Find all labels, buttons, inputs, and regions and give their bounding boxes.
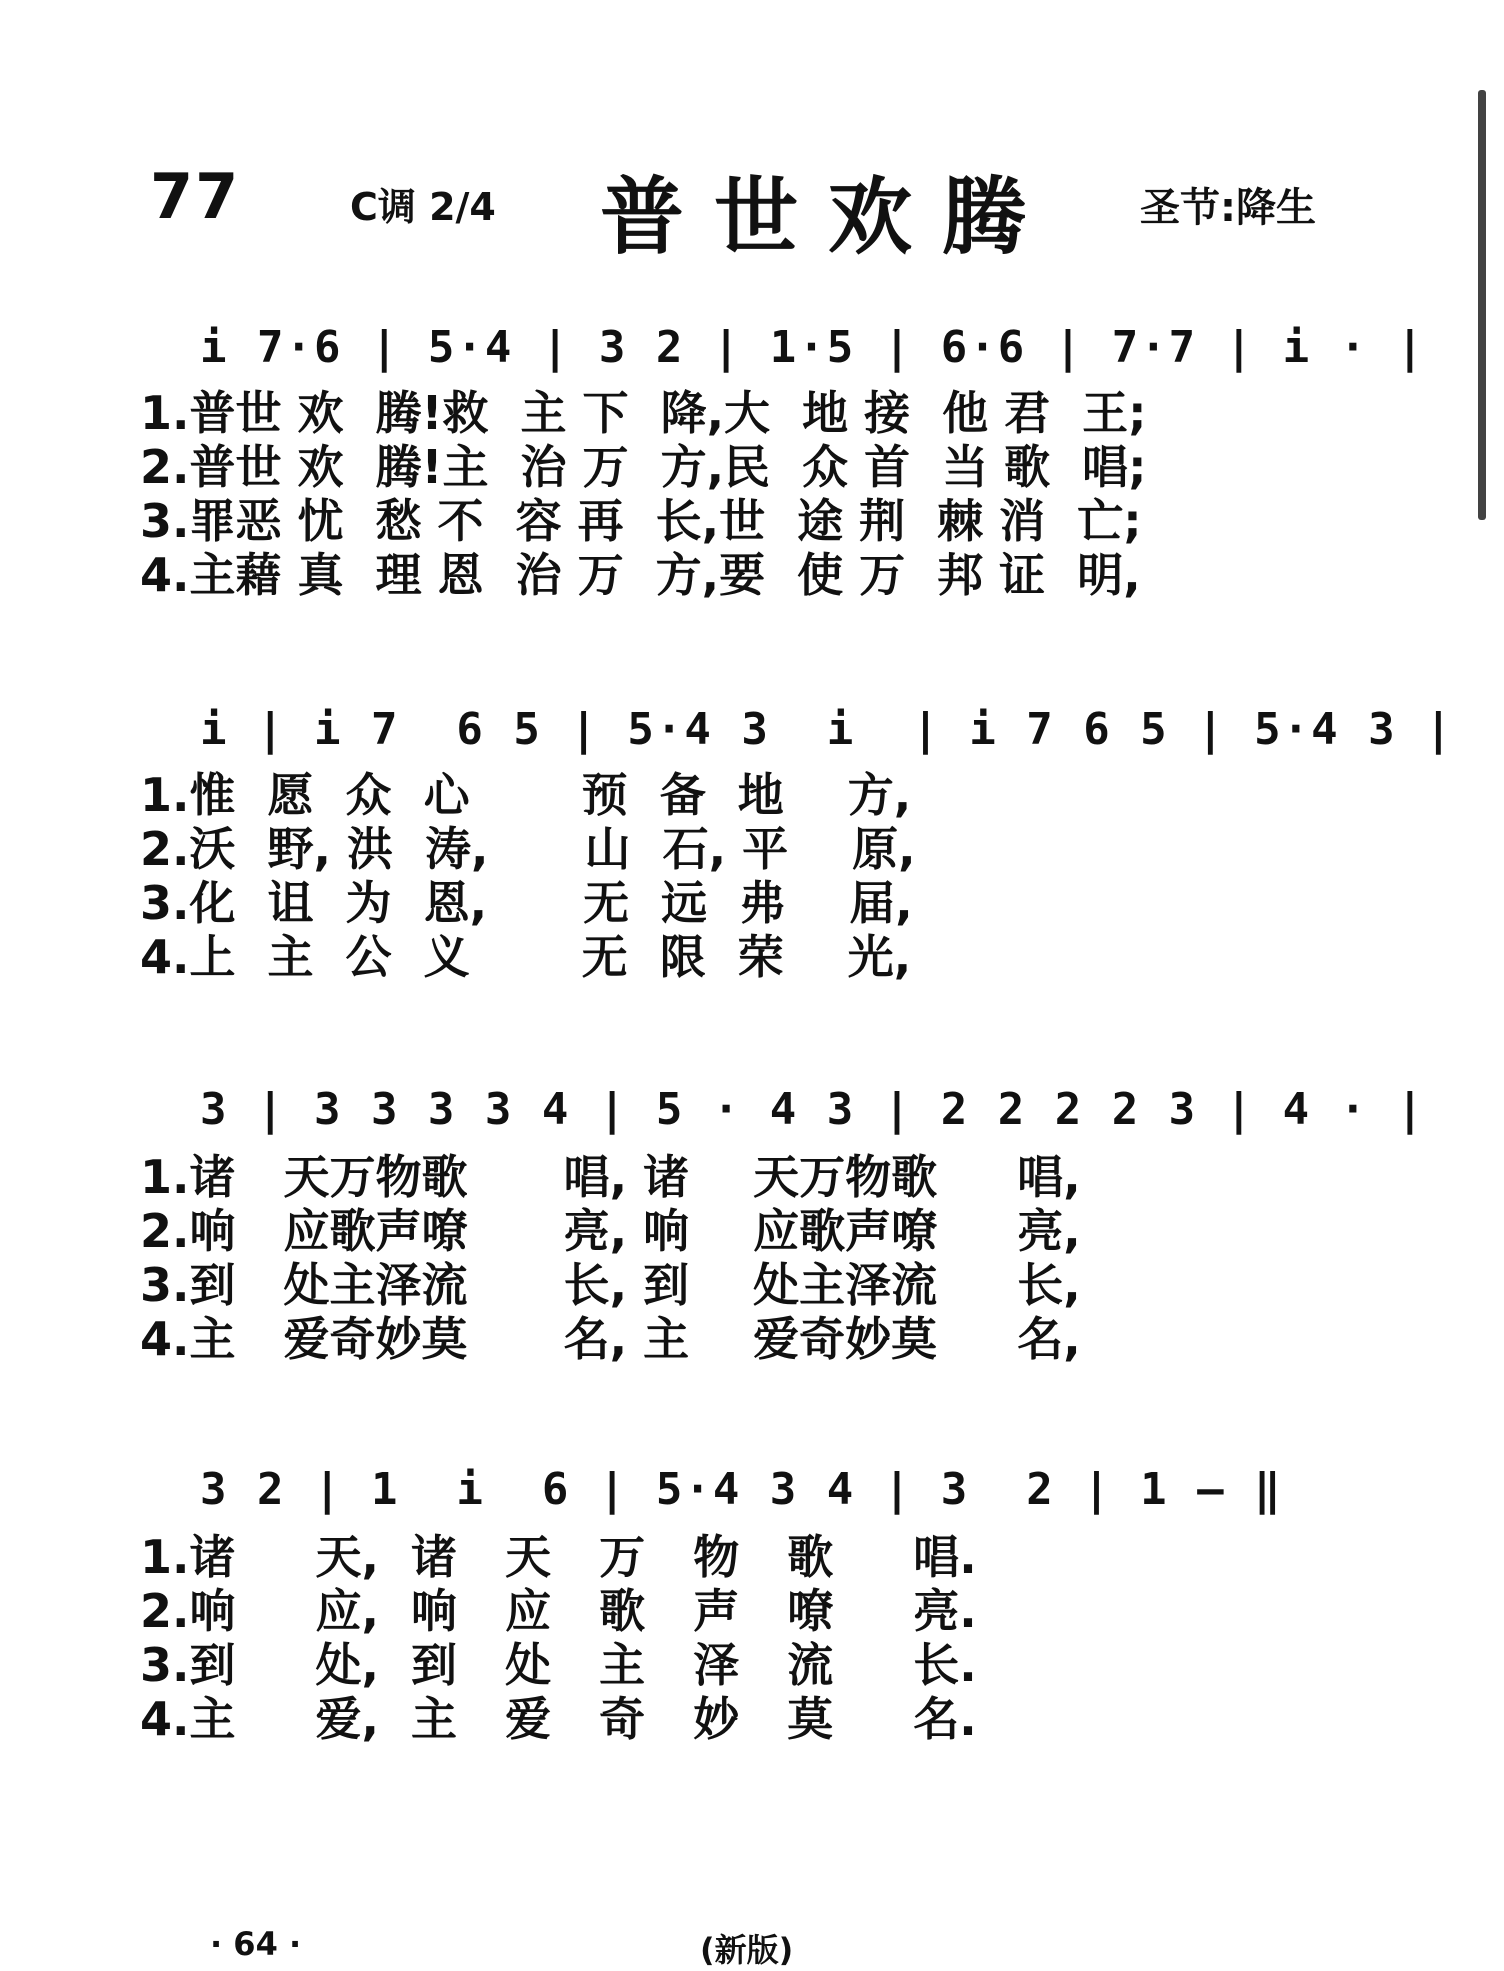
page-number: · 64 · — [210, 1925, 302, 1963]
verse-line: 1.诸 天, 诸 天 万 物 歌 唱. — [140, 1530, 977, 1584]
edition-note: (新版) — [700, 1931, 794, 1969]
verse-line: 4.主藉 真 理 恩 治 万 方,要 使 万 邦 证 明, — [140, 548, 1141, 602]
verse-line: 2.响 应, 响 应 歌 声 嘹 亮. — [140, 1584, 977, 1638]
notation-line-2 — [200, 700, 1454, 760]
verse-line: 2.普世 欢 腾!主 治 万 方,民 众 首 当 歌 唱; — [140, 440, 1147, 494]
verse-line: 2.响 应歌声嘹 亮, 响 应歌声嘹 亮, — [140, 1204, 1081, 1258]
verse-line: 4.上 主 公 义 无 限 荣 光, — [140, 930, 912, 984]
lyrics-block-2 — [140, 768, 1340, 984]
verse-line: 1.普世 欢 腾!救 主 下 降,大 地 接 他 君 王; — [140, 386, 1147, 440]
verse-line: 3.化 诅 为 恩, 无 远 弗 届, — [140, 876, 913, 930]
verse-line: 4.主 爱奇妙莫 名, 主 爱奇妙莫 名, — [140, 1312, 1081, 1366]
hymn-category: 圣节:降生 — [1140, 185, 1316, 231]
notes-text: 3 | 3 3 3 3 4 | 5 · 4 3 | 2 2 2 2 3 | 4 · | — [200, 1084, 1426, 1135]
verse-line: 3.罪恶 忧 愁 不 容 再 长,世 途 荆 棘 消 亡; — [140, 494, 1142, 548]
notes-text: i 7·6 | 5·4 | 3 2 | 1·5 | 6·6 | 7·7 | i · | — [200, 322, 1426, 373]
notation-line-1 — [200, 318, 1426, 378]
notation-line-3 — [200, 1080, 1426, 1140]
verse-line: 3.到 处, 到 处 主 泽 流 长. — [140, 1638, 977, 1692]
verse-line: 4.主 爱, 主 爱 奇 妙 莫 名. — [140, 1692, 977, 1746]
verse-line: 3.到 处主泽流 长, 到 处主泽流 长, — [140, 1258, 1081, 1312]
hymn-title: 普世欢腾 — [600, 168, 1057, 266]
scan-edge-mark — [1478, 90, 1486, 520]
key-and-meter: C调 2/4 — [350, 185, 496, 229]
notation-line-4 — [200, 1460, 1390, 1520]
notes-text: 3 2 | 1 i 6 | 5·4 3 4 | 3 2 | 1 – ‖ — [200, 1464, 1283, 1515]
lyrics-block-3 — [140, 1150, 1340, 1366]
notes-text: i | i 7 6 5 | 5·4 3 i | i 7 6 5 | 5·4 3 | — [200, 704, 1454, 755]
verse-line: 1.诸 天万物歌 唱, 诸 天万物歌 唱, — [140, 1150, 1081, 1204]
hymn-number: 77 — [150, 160, 241, 233]
verse-line: 2.沃 野, 洪 涛, 山 石, 平 原, — [140, 822, 916, 876]
lyrics-block-4 — [140, 1530, 1340, 1746]
verse-line: 1.惟 愿 众 心 预 备 地 方, — [140, 768, 912, 822]
lyrics-block-1 — [140, 386, 1340, 602]
